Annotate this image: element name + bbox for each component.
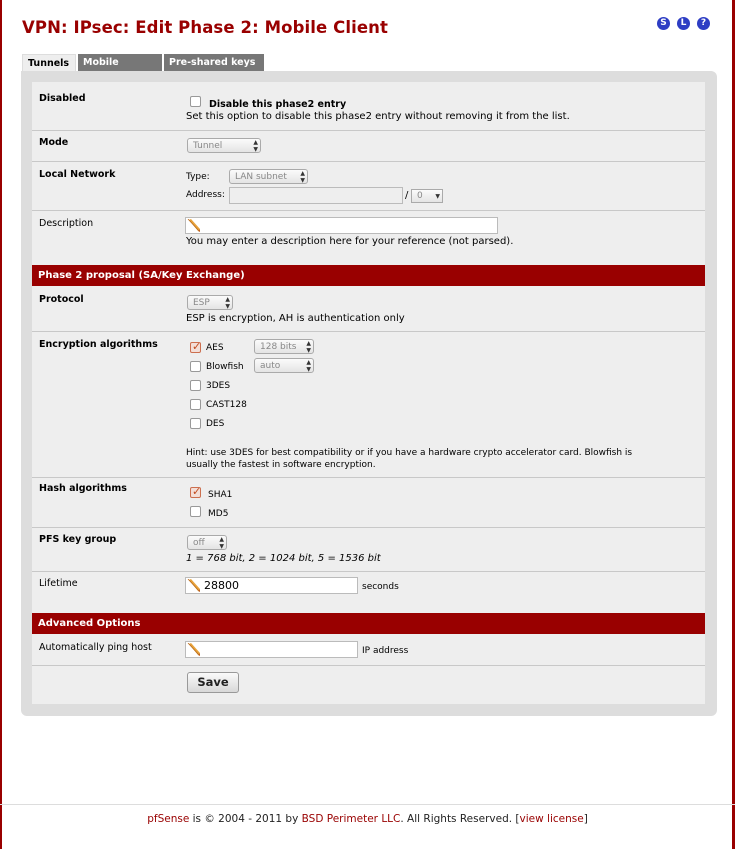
sha1-label: SHA1: [208, 490, 233, 500]
des-label: DES: [206, 419, 225, 429]
protocol-select-value: ESP: [193, 298, 210, 308]
frame-left-border: [0, 0, 2, 849]
lifetime-unit: seconds: [362, 582, 399, 592]
disabled-label: Disabled: [39, 93, 86, 104]
md5-checkbox[interactable]: [190, 506, 201, 517]
disabled-help: Set this option to disable this phase2 entry without removing it from the list.: [186, 111, 570, 122]
status-icon[interactable]: S: [657, 17, 670, 30]
pfs-help: 1 = 768 bit, 2 = 1024 bit, 5 = 1536 bit: [186, 553, 381, 564]
updown-arrow-icon: ▲ ▼: [300, 170, 305, 184]
ping-host-label: Automatically ping host: [39, 642, 152, 653]
sha1-checkbox[interactable]: [190, 487, 201, 498]
pfs-select-value: off: [193, 538, 205, 548]
footer-divider: [0, 804, 735, 805]
hash-label: Hash algorithms: [39, 483, 127, 494]
divider: [32, 665, 705, 666]
pencil-icon: [187, 579, 201, 592]
divider: [32, 130, 705, 131]
cast128-label: CAST128: [206, 400, 247, 410]
protocol-label: Protocol: [39, 294, 84, 305]
divider: [32, 527, 705, 528]
divider: [32, 571, 705, 572]
pfs-label: PFS key group: [39, 534, 117, 545]
view-license-link[interactable]: view license: [519, 813, 584, 825]
advanced-section-header: Advanced Options: [32, 613, 705, 634]
local-network-type-select[interactable]: [229, 169, 308, 184]
description-input[interactable]: [185, 217, 498, 234]
pencil-icon: [187, 219, 201, 232]
updown-arrow-icon: ▲ ▼: [306, 340, 311, 354]
aes-keylen-value: 128 bits: [260, 342, 297, 352]
updown-arrow-icon: ▲ ▼: [253, 139, 258, 153]
tab-tunnels[interactable]: Tunnels: [22, 54, 76, 72]
address-mask-value: 0: [417, 191, 423, 201]
mask-slash: /: [405, 190, 409, 201]
pfsense-link[interactable]: pfSense: [147, 813, 190, 825]
local-network-type-value: LAN subnet: [235, 172, 287, 182]
encryption-hint-line2: usually the fastest in software encryption.: [186, 460, 376, 470]
ping-host-input[interactable]: [185, 641, 358, 658]
address-mask-select[interactable]: [411, 189, 443, 203]
footer-rights: . All Rights Reserved. [: [400, 813, 520, 825]
address-label: Address:: [186, 190, 225, 200]
disable-checkbox[interactable]: [190, 96, 201, 107]
protocol-help: ESP is encryption, AH is authentication only: [186, 313, 405, 324]
phase2-section-header: Phase 2 proposal (SA/Key Exchange): [32, 265, 705, 286]
updown-arrow-icon: ▲ ▼: [219, 536, 224, 550]
3des-checkbox[interactable]: [190, 380, 201, 391]
footer-copyright: is © 2004 - 2011 by: [189, 813, 302, 825]
description-help: You may enter a description here for your reference (not parsed).: [186, 236, 514, 247]
divider: [32, 331, 705, 332]
help-icon[interactable]: ?: [697, 17, 710, 30]
aes-checkbox[interactable]: [190, 342, 201, 353]
blowfish-keylen-select[interactable]: [254, 358, 314, 373]
form-area: [32, 82, 705, 704]
pencil-icon: [187, 643, 201, 656]
tab-pre-shared-keys[interactable]: Pre-shared keys: [164, 54, 264, 71]
updown-arrow-icon: ▲ ▼: [225, 296, 230, 310]
ping-host-unit: IP address: [362, 646, 409, 656]
address-input[interactable]: [229, 187, 403, 204]
save-button[interactable]: Save: [187, 672, 239, 693]
mode-select-value: Tunnel: [193, 141, 223, 151]
page-title: VPN: IPsec: Edit Phase 2: Mobile Client: [22, 18, 388, 37]
encryption-label: Encryption algorithms: [39, 339, 158, 350]
protocol-select[interactable]: [187, 295, 233, 310]
bsd-perimeter-link[interactable]: BSD Perimeter LLC: [301, 813, 401, 825]
aes-keylen-select[interactable]: [254, 339, 314, 354]
log-icon[interactable]: L: [677, 17, 690, 30]
divider: [32, 477, 705, 478]
blowfish-keylen-value: auto: [260, 361, 281, 371]
lifetime-value: 28800: [204, 579, 239, 592]
encryption-hint-line1: Hint: use 3DES for best compatibility or if you have a hardware crypto accelerator card. Blowfish is: [186, 448, 633, 458]
lifetime-label: Lifetime: [39, 578, 78, 589]
updown-arrow-icon: ▲ ▼: [306, 359, 311, 373]
blowfish-label: Blowfish: [206, 362, 244, 372]
mode-select[interactable]: [187, 138, 261, 153]
tab-mobile-clients[interactable]: Mobile: [78, 54, 162, 71]
des-checkbox[interactable]: [190, 418, 201, 429]
md5-label: MD5: [208, 509, 229, 519]
lifetime-input[interactable]: [185, 577, 358, 594]
footer-close-bracket: ]: [583, 813, 588, 825]
cast128-checkbox[interactable]: [190, 399, 201, 410]
blowfish-checkbox[interactable]: [190, 361, 201, 372]
3des-label: 3DES: [206, 381, 231, 391]
local-network-label: Local Network: [39, 169, 116, 180]
pfs-select[interactable]: [187, 535, 227, 550]
disable-checkbox-label: Disable this phase2 entry: [209, 99, 347, 110]
mode-label: Mode: [39, 137, 69, 148]
description-label: Description: [39, 218, 94, 229]
divider: [32, 161, 705, 162]
divider: [32, 210, 705, 211]
type-label: Type:: [186, 172, 210, 182]
chevron-down-icon: ▼: [435, 193, 440, 200]
aes-label: AES: [206, 343, 224, 353]
footer: [0, 813, 735, 825]
